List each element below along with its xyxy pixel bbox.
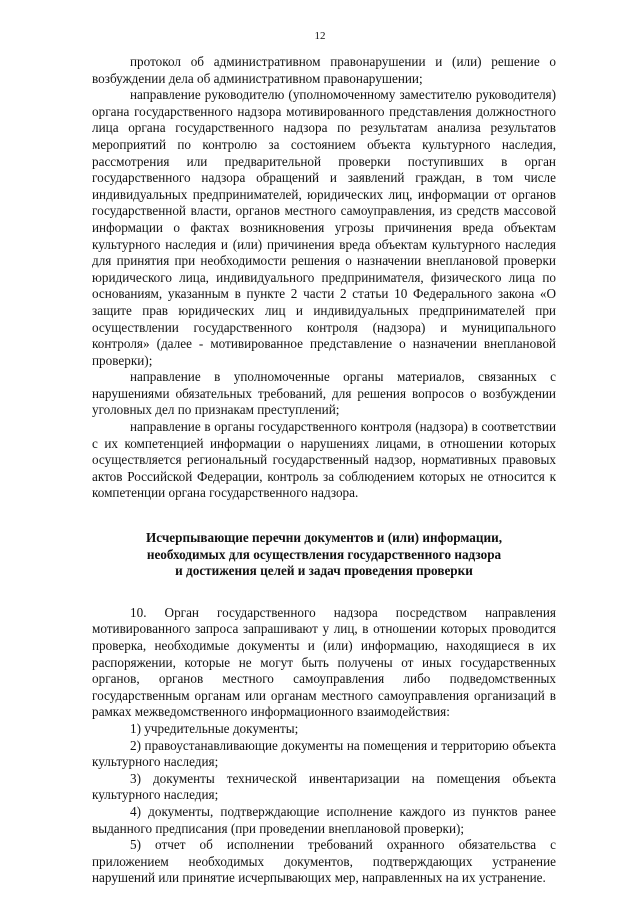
section-heading-line-1: Исчерпывающие перечни документов и (или) информации, bbox=[146, 530, 502, 546]
paragraph-motivated-representation: направление руководителю (уполномоченному заместителю руководителя) органа государственного надзора мотивированного представления должностного лица органа государственного надзора по результатам анализа результатов мероприятий по контролю за состоянием объекта культурного наследия, рассмотрения или предварительной проверки поступивших в орган государственного надзора обращений и заявлений граждан, в том числе индивидуальных предпринимателей, юридических лиц, информации от органов государственной власти, органов местного самоуправления, из средств массовой информации о фактах возникновения угрозы причинения вреда объектам культурного наследия и (или) причинения вреда объектам культурного наследия для принятия при необходимости решения о назначении внеплановой проверки юридического лица, индивидуального предпринимателя, физического лица по основаниям, указанным в пункте 2 части 2 статьи 10 Федерального закона «О защите прав юридических лиц и индивидуальных предпринимателей при осуществлении государственного контроля (надзора) и муниципального контроля» (далее - мотивированное представление о назначении внеплановой проверки); bbox=[92, 87, 556, 368]
section-heading-line-3: и достижения целей и задач проведения проверки bbox=[175, 563, 473, 579]
section-heading-line-2: необходимых для осуществления государственного надзора bbox=[146, 546, 502, 562]
document-body bbox=[92, 54, 556, 887]
list-item-1: 1) учредительные документы; bbox=[130, 720, 299, 736]
paragraph-control-bodies: направление в органы государственного контроля (надзора) в соответствии с их компетенцией информации о нарушениях лицами, в отношении которых осуществляется региональный государственный надзор, нормативных правовых актов Российской Федерации, контроль за соблюдением которых не относится к компетенции органа государственного надзора. bbox=[92, 419, 556, 501]
list-item-2: 2) правоустанавливающие документы на помещения и территорию объекта культурного наследия; bbox=[92, 737, 556, 770]
page-number: 12 bbox=[314, 30, 326, 42]
list-item-3: 3) документы технической инвентаризации на помещения объекта культурного наследия; bbox=[92, 770, 556, 803]
paragraph-item-10: 10. Орган государственного надзора посредством направления мотивированного запроса запрашивают у лиц, в отношении которых проводится проверка, необходимые документы и (или) информацию, находящиеся в их распоряжении, которые не могут быть получены от иных государственных органов, органов местного самоуправления либо подведомственных государственным органам или органам местного самоуправления организаций в рамках межведомственного информационного взаимодействия: bbox=[92, 604, 556, 720]
list-item-4: 4) документы, подтверждающие исполнение каждого из пунктов ранее выданного предписания (при проведении внеплановой проверки); bbox=[92, 803, 556, 836]
list-item-5: 5) отчет об исполнении требований охранного обязательства с приложением необходимых документов, подтверждающих устранение нарушений или принятие исчерпывающих мер, направленных на их устранение. bbox=[92, 837, 556, 886]
section-heading bbox=[92, 530, 556, 580]
paragraph-materials-direction: направление в уполномоченные органы материалов, связанных с нарушениями обязательных требований, для решения вопросов о возбуждении уголовных дел по признакам преступлений; bbox=[92, 369, 556, 418]
paragraph-protocol: протокол об административном правонарушении и (или) решение о возбуждении дела об административном правонарушении; bbox=[92, 54, 556, 86]
